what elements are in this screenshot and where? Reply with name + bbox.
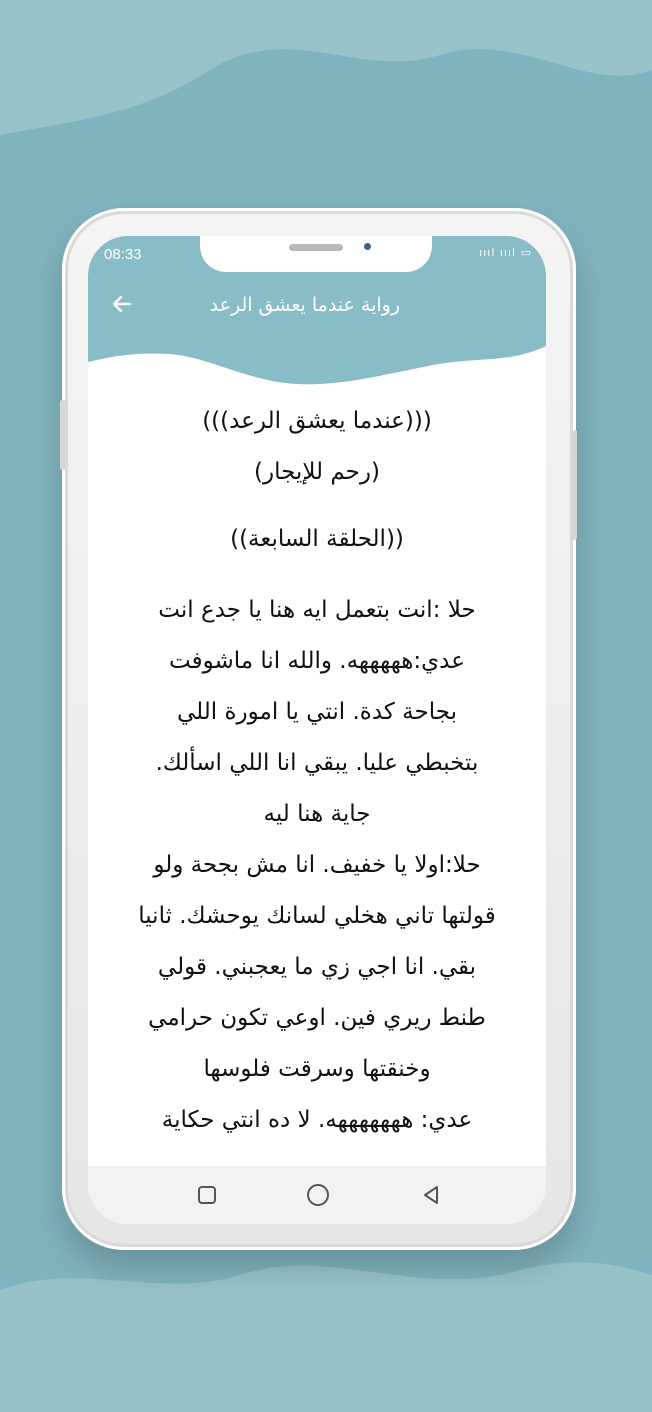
spacer <box>88 498 546 514</box>
chapter-title: ((الحلقة السابعة)) <box>230 526 404 552</box>
recent-apps-button[interactable] <box>196 1184 218 1206</box>
story-line: جاية هنا ليه <box>263 801 371 827</box>
app-bar <box>88 236 546 396</box>
signal-battery-icon: ıııl ıııl ▭ <box>479 246 532 259</box>
front-camera <box>364 243 371 250</box>
camera-notch <box>200 236 432 272</box>
story-line: بتخبطي عليا. يبقي انا اللي اسألك. <box>155 750 479 776</box>
story-line: بقي. انا اجي زي ما يعجبني. قولي <box>157 954 477 980</box>
home-button[interactable] <box>306 1183 330 1207</box>
story-line: حلا:اولا يا خفيف. انا مش بجحة ولو <box>153 852 481 878</box>
story-author: (رحم للإيجار) <box>254 459 380 485</box>
arrow-left-icon <box>110 292 134 316</box>
phone-side-button <box>60 400 65 470</box>
story-heading: (((عندما يعشق الرعد))) <box>202 408 432 434</box>
story-line: طنط ريري فين. اوعي تكون حرامي <box>148 1005 486 1031</box>
square-icon <box>196 1184 218 1206</box>
page-title: رواية عندما يعشق الرعد <box>209 294 400 316</box>
system-nav-bar <box>88 1166 546 1224</box>
back-button[interactable] <box>110 292 138 320</box>
speaker-grill <box>289 244 343 251</box>
phone-side-button <box>572 430 577 540</box>
story-line: بجاحة كدة. انتي يا امورة اللي <box>177 699 457 725</box>
story-line: حلا :انت بتعمل ايه هنا يا جدع انت <box>158 597 476 623</box>
story-line: عدي: هههههههه. لا ده انتي حكاية <box>161 1107 473 1133</box>
circle-icon <box>306 1183 330 1207</box>
story-line: عدي:هههههه. والله انا ماشوفت <box>169 648 465 674</box>
triangle-back-icon <box>420 1184 442 1206</box>
spacer <box>88 565 546 585</box>
status-time: 08:33 <box>104 246 142 263</box>
back-nav-button[interactable] <box>420 1184 442 1206</box>
story-text <box>88 396 546 1166</box>
story-line: قولتها تاني هخلي لسانك يوحشك. ثانيا <box>138 903 496 929</box>
story-line: وخنقتها وسرقت فلوسها <box>203 1056 431 1082</box>
phone-screen <box>88 236 546 1224</box>
